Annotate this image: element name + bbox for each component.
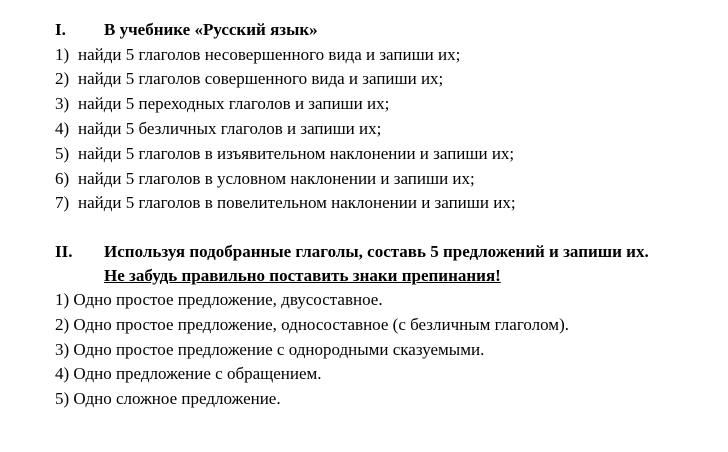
task1-item-number: 2) [55, 69, 70, 88]
task1-item-text: найди 5 глаголов совершенного вида и запиши их; [78, 69, 444, 88]
task1-item-number: 7) [55, 193, 70, 212]
section1-title: В учебнике «Русский язык» [104, 20, 318, 39]
task1-item-number: 6) [55, 169, 70, 188]
task1-item-text: найди 5 переходных глаголов и запиши их; [78, 94, 390, 113]
section2-number: II. [55, 242, 73, 261]
section2-title: Используя подобранные глаголы, составь 5 предложений и запиши их. [104, 242, 649, 261]
task1-item-number: 3) [55, 94, 70, 113]
task1-item-number: 1) [55, 45, 70, 64]
task2-item: 4) Одно предложение с обращением. [55, 364, 322, 383]
task1-item-number: 5) [55, 144, 70, 163]
task1-item-text: найди 5 глаголов в повелительном наклонении и запиши их; [78, 193, 516, 212]
task1-item-text: найди 5 глаголов в условном наклонении и запиши их; [78, 169, 475, 188]
task1-item-text: найди 5 глаголов несовершенного вида и запиши их; [78, 45, 461, 64]
task1-item-number: 4) [55, 119, 70, 138]
task2-item: 5) Одно сложное предложение. [55, 389, 281, 408]
task2-item: 1) Одно простое предложение, двусоставное. [55, 290, 383, 309]
task1-item-text: найди 5 глаголов в изъявительном наклонении и запиши их; [78, 144, 515, 163]
task1-item-text: найди 5 безличных глаголов и запиши их; [78, 119, 382, 138]
section1-number: I. [55, 20, 66, 39]
task2-item: 3) Одно простое предложение с однородными сказуемыми. [55, 340, 485, 359]
section2-note: Не забудь правильно поставить знаки препинания! [104, 266, 501, 285]
task2-item: 2) Одно простое предложение, односоставное (с безличным глаголом). [55, 315, 569, 334]
